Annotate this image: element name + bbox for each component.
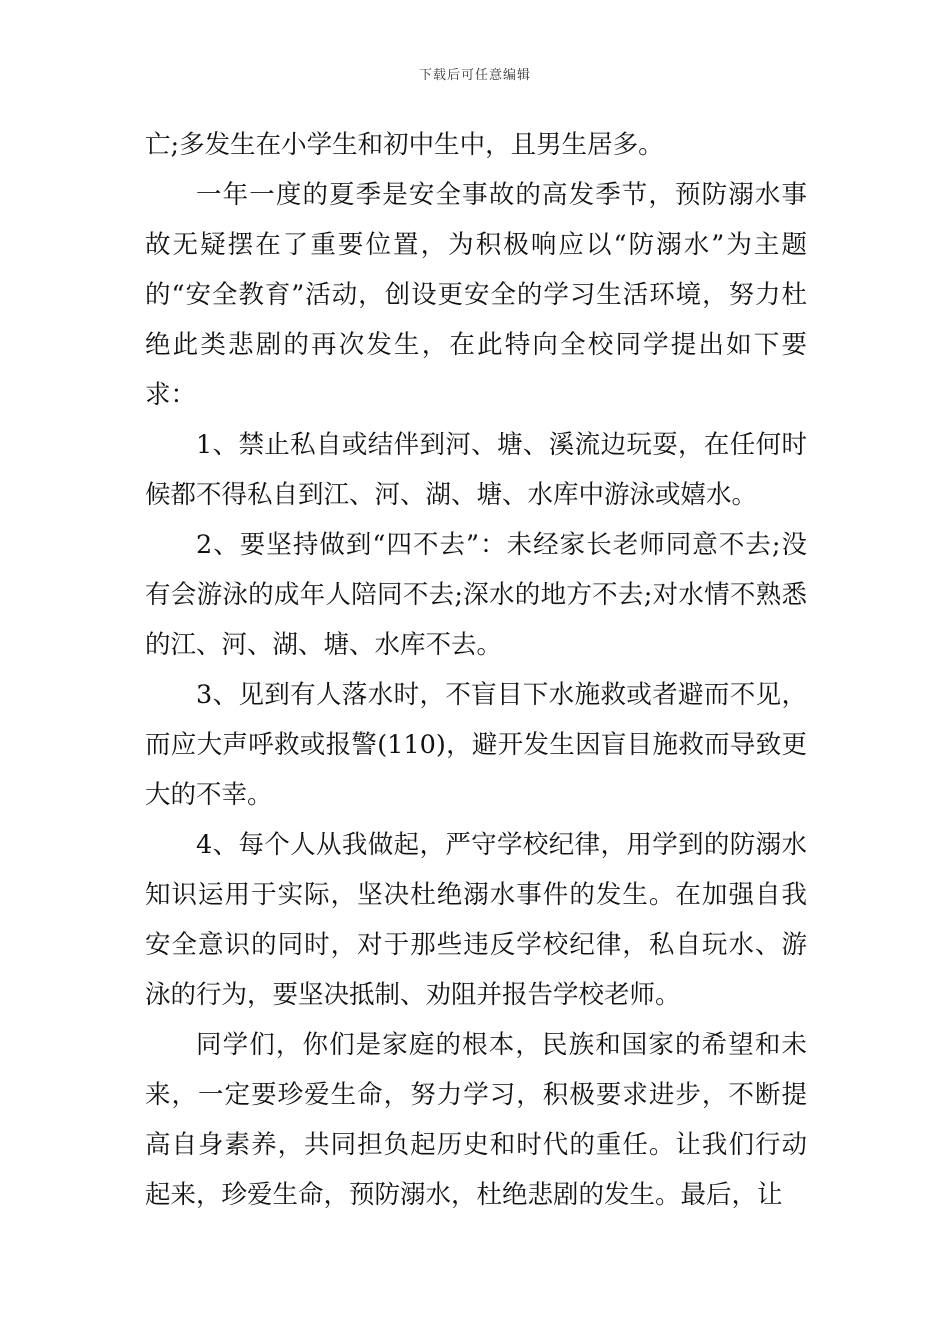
paragraph-continuation: 亡;多发生在小学生和初中生中，且男生居多。	[145, 130, 664, 160]
paragraph-rule-3: 3、见到有人落水时，不盲目下水施救或者避而不见，而应大声呼救或报警(110)，避开发生因盲目施救而导致更大的不幸。	[145, 680, 807, 810]
page-header-note: 下载后可任意编辑	[418, 68, 531, 83]
paragraph-rule-4: 4、每个人从我做起，严守学校纪律，用学到的防溺水知识运用于实际，坚决杜绝溺水事件的发生。在加强自我安全意识的同时，对于那些违反学校纪律，私自玩水、游泳的行为，要坚决抵制、劝阻并报告学校老师。	[145, 830, 807, 1010]
paragraph-closing: 同学们，你们是家庭的根本，民族和国家的希望和未来，一定要珍爱生命，努力学习，积极要求进步，不断提高自身素养，共同担负起历史和时代的重任。让我们行动起来，珍爱生命，预防溺水，杜绝悲剧的发生。最后，让	[145, 1030, 807, 1210]
paragraph-intro: 一年一度的夏季是安全事故的高发季节，预防溺水事故无疑摆在了重要位置，为积极响应以“防溺水”为主题的“安全教育”活动，创设更安全的学习生活环境，努力杜绝此类悲剧的再次发生，在此特向全校同学提出如下要求：	[145, 180, 807, 410]
paragraph-rule-2: 2、要坚持做到“四不去”：未经家长老师同意不去;没有会游泳的成年人陪同不去;深水的地方不去;对水情不熟悉的江、河、湖、塘、水库不去。	[145, 530, 807, 660]
paragraph-rule-1: 1、禁止私自或结伴到河、塘、溪流边玩耍，在任何时候都不得私自到江、河、湖、塘、水库中游泳或嬉水。	[145, 430, 807, 510]
document-body	[145, 120, 807, 1220]
